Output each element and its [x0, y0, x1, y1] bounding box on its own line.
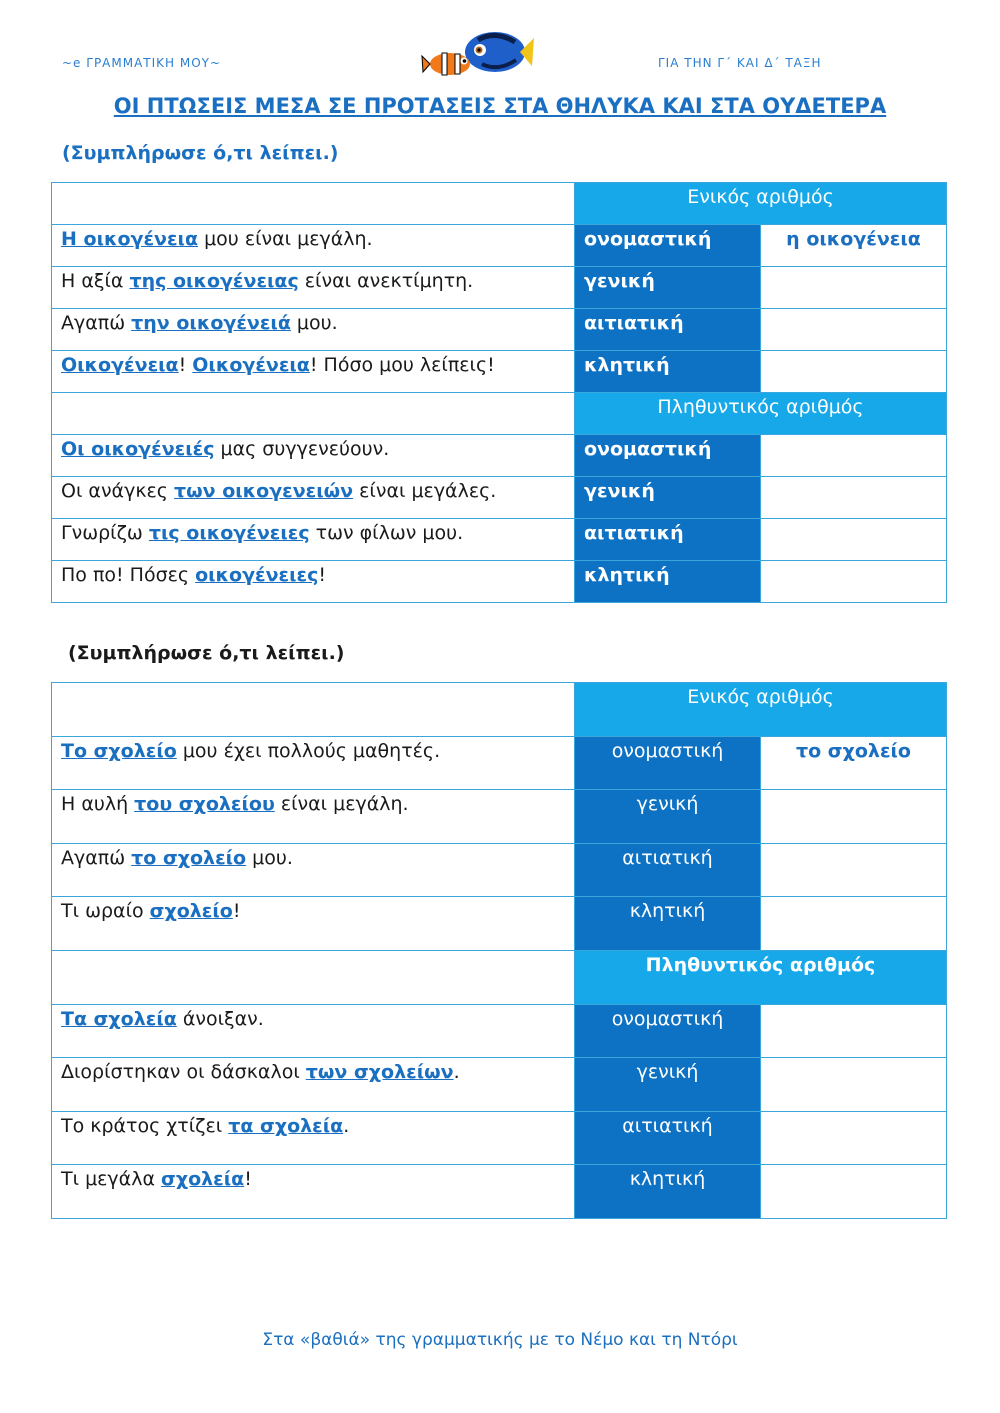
- table-row: [52, 683, 947, 737]
- case-label: γενική: [575, 477, 761, 519]
- case-label: ονομαστική: [575, 1004, 761, 1058]
- answer-cell[interactable]: [761, 1111, 947, 1165]
- case-label: κλητική: [575, 351, 761, 393]
- header-left-text: ~e ΓΡΑΜΜΑΤΙΚΗ ΜΟΥ~: [62, 56, 222, 70]
- sentence-cell: Γνωρίζω τις οικογένειες των φίλων μου.: [52, 519, 575, 561]
- answer-cell[interactable]: [761, 1165, 947, 1219]
- case-label: γενική: [575, 1058, 761, 1112]
- case-label: γενική: [575, 267, 761, 309]
- answer-cell[interactable]: [761, 843, 947, 897]
- empty-cell: [52, 950, 575, 1004]
- table-row: [52, 1004, 947, 1058]
- case-label: κλητική: [575, 561, 761, 603]
- table-row: [52, 736, 947, 790]
- answer-cell[interactable]: [761, 790, 947, 844]
- answer-cell[interactable]: [761, 519, 947, 561]
- sentence-cell: Διορίστηκαν οι δάσκαλοι των σχολείων.: [52, 1058, 575, 1112]
- table-row: [52, 790, 947, 844]
- table-row: [52, 950, 947, 1004]
- footer-text: Στα «βαθιά» της γραμματικής με το Νέμο και τη Ντόρι: [262, 1330, 738, 1350]
- table-row: [52, 1058, 947, 1112]
- sentence-cell: Οι οικογένειές μας συγγενεύουν.: [52, 435, 575, 477]
- sentence-cell: Αγαπώ το σχολείο μου.: [52, 843, 575, 897]
- header-right-text: ΓΙΑ ΤΗΝ Γ΄ ΚΑΙ Δ΄ ΤΑΞΗ: [658, 56, 822, 70]
- case-label: ονομαστική: [575, 736, 761, 790]
- case-label: αιτιατική: [575, 309, 761, 351]
- sentence-cell: Οι ανάγκες των οικογενειών είναι μεγάλες.: [52, 477, 575, 519]
- case-label: αιτιατική: [575, 843, 761, 897]
- table-row: [52, 435, 947, 477]
- table-row: [52, 897, 947, 951]
- case-label: κλητική: [575, 1165, 761, 1219]
- sentence-cell: Η αυλή του σχολείου είναι μεγάλη.: [52, 790, 575, 844]
- table-row: [52, 393, 947, 435]
- answer-cell[interactable]: [761, 267, 947, 309]
- case-label: ονομαστική: [575, 225, 761, 267]
- singular-header: Ενικός αριθμός: [575, 183, 947, 225]
- table-row: [52, 267, 947, 309]
- answer-cell[interactable]: [761, 1004, 947, 1058]
- table-row: [52, 351, 947, 393]
- table-row: [52, 183, 947, 225]
- sentence-cell: Τι μεγάλα σχολεία!: [52, 1165, 575, 1219]
- table-row: [52, 477, 947, 519]
- sentence-cell: Οικογένεια! Οικογένεια! Πόσο μου λείπεις!: [52, 351, 575, 393]
- singular-header: Ενικός αριθμός: [575, 683, 947, 737]
- answer-cell[interactable]: [761, 897, 947, 951]
- answer-cell[interactable]: το σχολείο: [761, 736, 947, 790]
- answer-cell[interactable]: [761, 477, 947, 519]
- case-label: γενική: [575, 790, 761, 844]
- table-row: [52, 1165, 947, 1219]
- table-feminine: [51, 182, 947, 603]
- sentence-cell: Το κράτος χτίζει τα σχολεία.: [52, 1111, 575, 1165]
- case-label: αιτιατική: [575, 1111, 761, 1165]
- plural-header: Πληθυντικός αριθμός: [575, 393, 947, 435]
- page-title: ΟΙ ΠΤΩΣΕΙΣ ΜΕΣΑ ΣΕ ΠΡΟΤΑΣΕΙΣ ΣΤΑ ΘΗΛΥΚΑ ΚΑΙ ΣΤΑ ΟΥΔΕΤΕΡΑ: [113, 94, 887, 118]
- table-row: [52, 309, 947, 351]
- answer-cell[interactable]: η οικογένεια: [761, 225, 947, 267]
- instruction-2: (Συμπλήρωσε ό,τι λείπει.): [68, 642, 345, 664]
- table-row: [52, 519, 947, 561]
- sentence-cell: Πο πο! Πόσες οικογένειες!: [52, 561, 575, 603]
- plural-header: Πληθυντικός αριθμός: [575, 950, 947, 1004]
- answer-cell[interactable]: [761, 309, 947, 351]
- table-row: [52, 561, 947, 603]
- answer-cell[interactable]: [761, 561, 947, 603]
- sentence-cell: Το σχολείο μου έχει πολλούς μαθητές.: [52, 736, 575, 790]
- sentence-cell: Τι ωραίο σχολείο!: [52, 897, 575, 951]
- case-label: ονομαστική: [575, 435, 761, 477]
- table-neuter: [51, 682, 947, 1219]
- sentence-cell: Η οικογένεια μου είναι μεγάλη.: [52, 225, 575, 267]
- sentence-cell: Αγαπώ την οικογένειά μου.: [52, 309, 575, 351]
- empty-cell: [52, 183, 575, 225]
- case-label: κλητική: [575, 897, 761, 951]
- empty-cell: [52, 393, 575, 435]
- fish-logo-icon: [420, 24, 535, 84]
- answer-cell[interactable]: [761, 1058, 947, 1112]
- instruction-1: (Συμπλήρωσε ό,τι λείπει.): [62, 142, 339, 164]
- empty-cell: [52, 683, 575, 737]
- sentence-cell: Η αξία της οικογένειας είναι ανεκτίμητη.: [52, 267, 575, 309]
- sentence-cell: Τα σχολεία άνοιξαν.: [52, 1004, 575, 1058]
- table-row: [52, 1111, 947, 1165]
- case-label: αιτιατική: [575, 519, 761, 561]
- answer-cell[interactable]: [761, 351, 947, 393]
- answer-cell[interactable]: [761, 435, 947, 477]
- table-row: [52, 225, 947, 267]
- table-row: [52, 843, 947, 897]
